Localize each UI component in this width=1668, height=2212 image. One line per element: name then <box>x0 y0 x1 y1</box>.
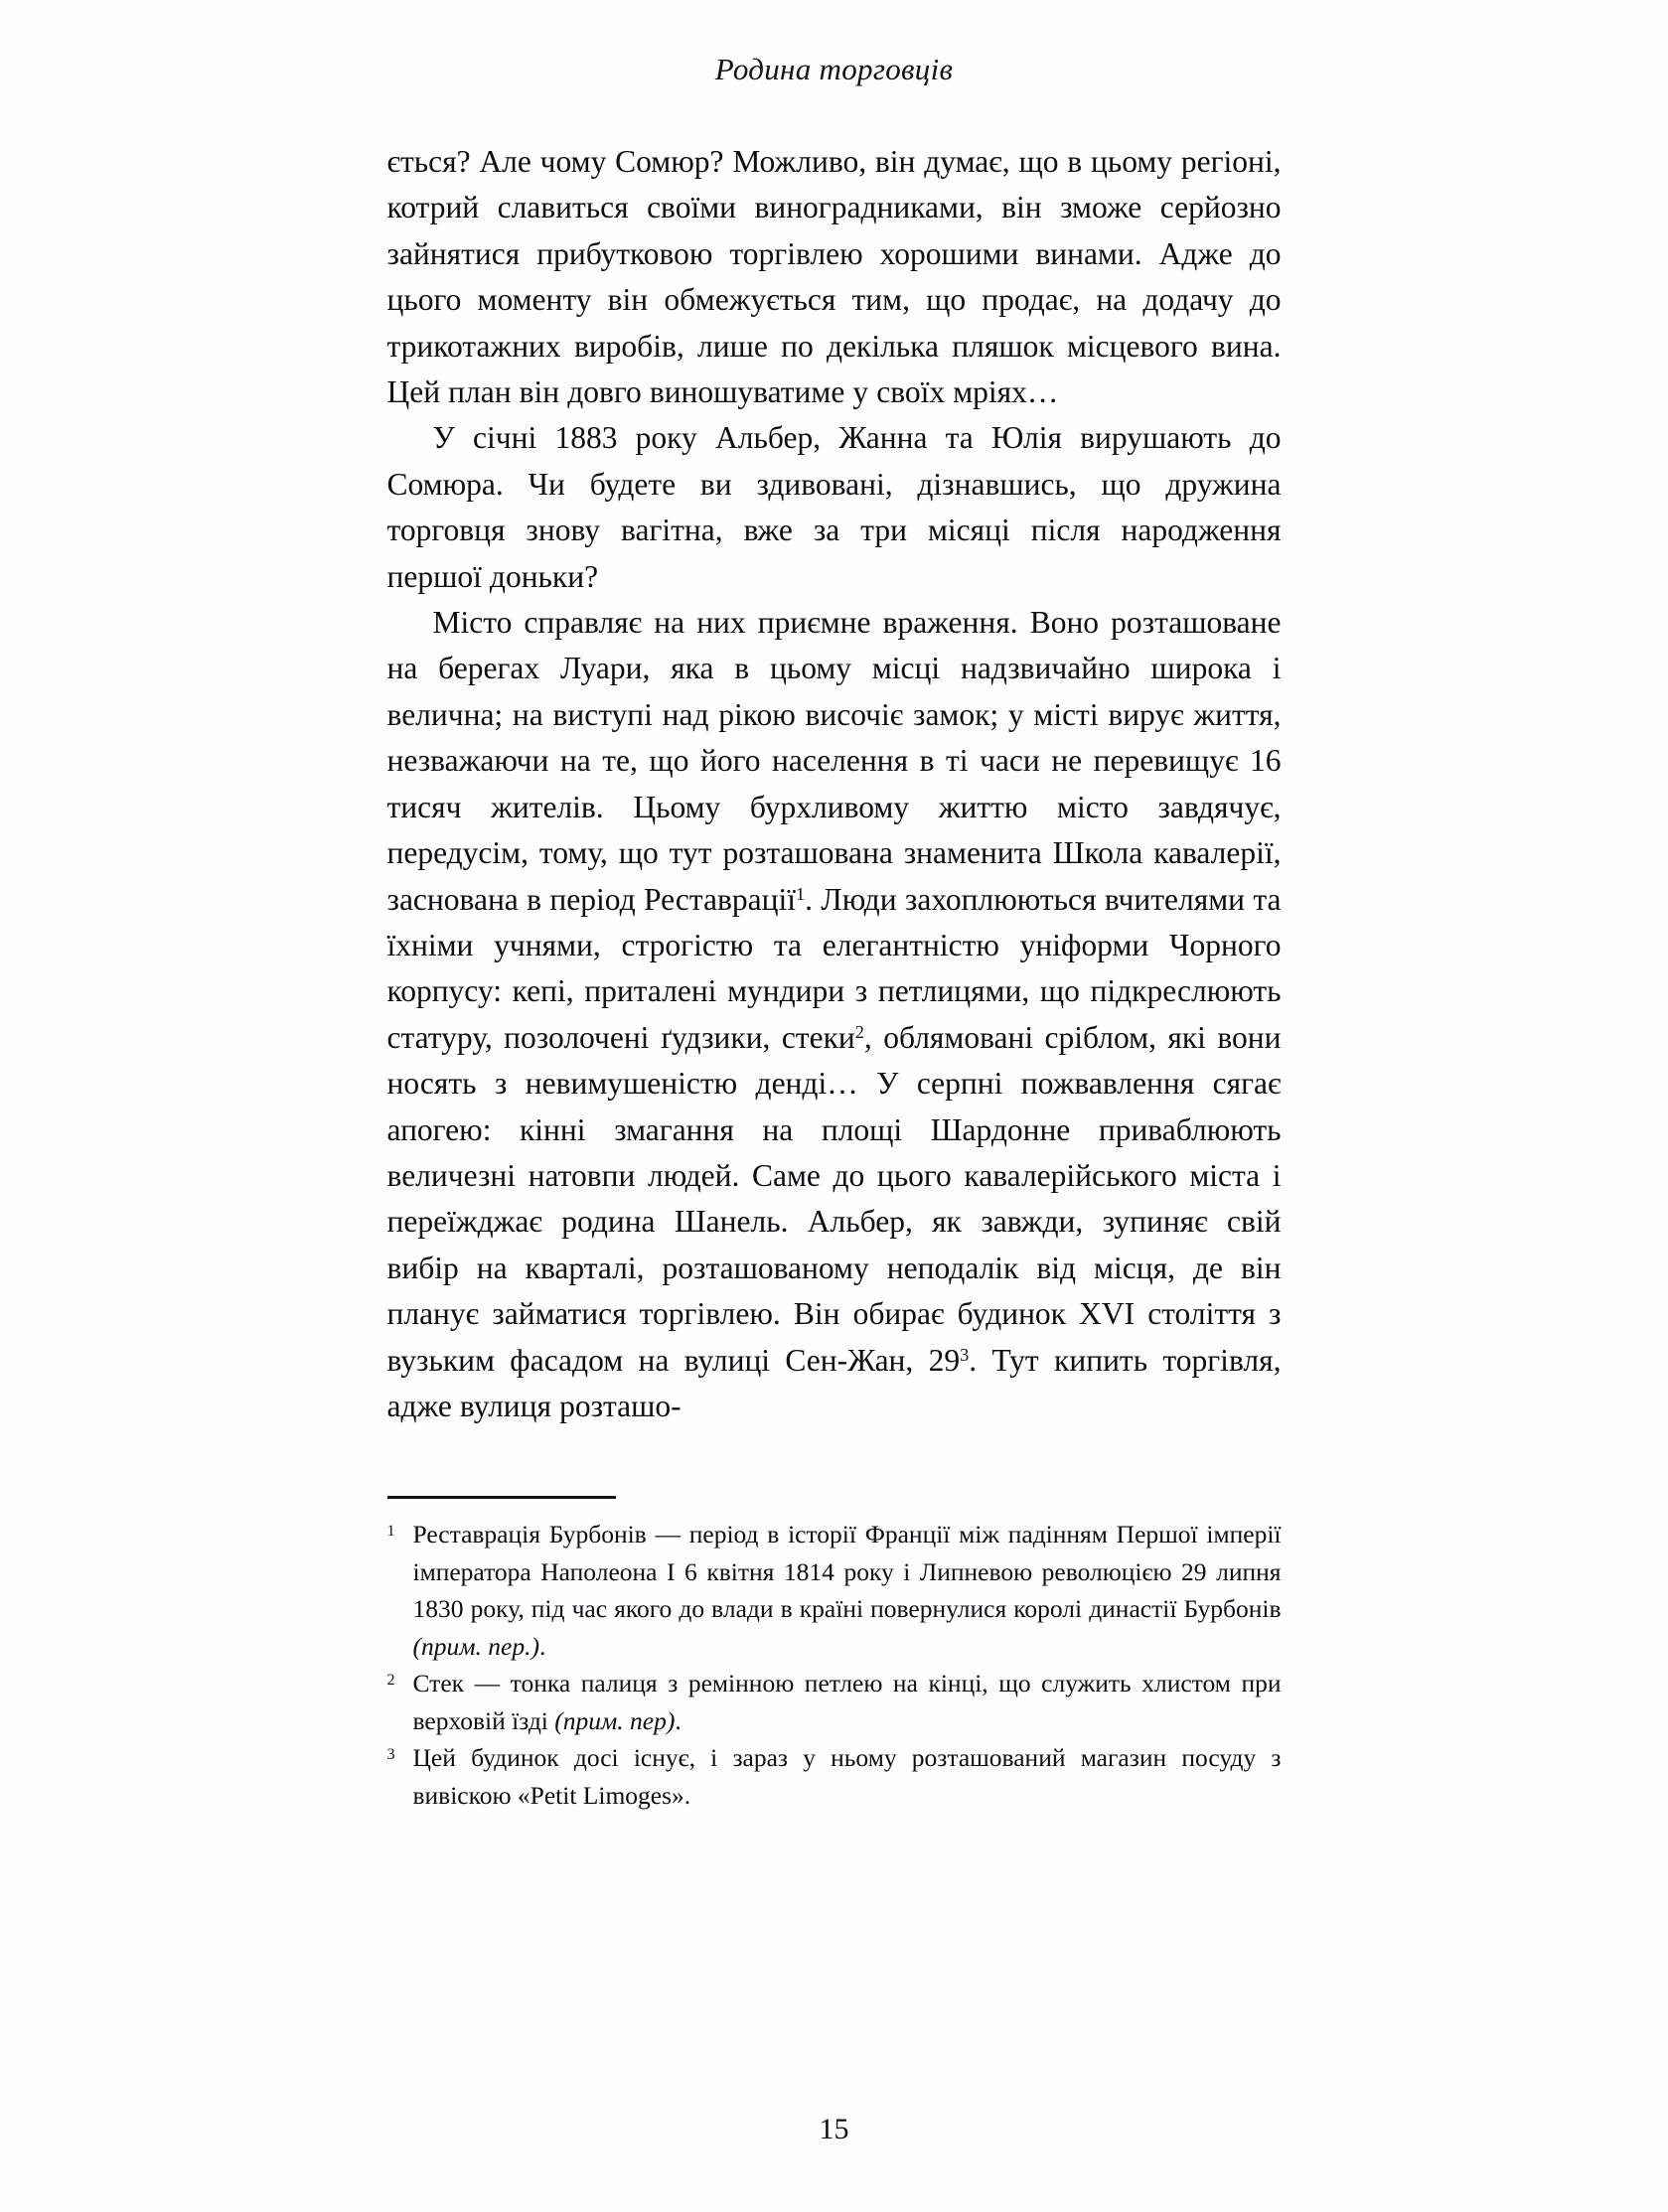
page-number: 15 <box>819 2113 849 2145</box>
paragraph-city-segment-4: . Тут кипить торгівля, адже вулиця розташо- <box>386 1342 1282 1423</box>
paragraph-city <box>387 600 1282 1429</box>
footnote-marker-3: 3 <box>386 1746 395 1764</box>
footnote-ref-1[interactable]: 1 <box>795 883 806 904</box>
footnote-marker-2: 2 <box>386 1672 395 1690</box>
footnote-item-3 <box>387 1739 1282 1814</box>
footnote-item-1 <box>387 1516 1282 1665</box>
footnote-text-2-italic: (прим. пер) <box>554 1705 676 1735</box>
paragraph-city-segment-2: . Люди захоплюються вчителями та їхніми учнями, строгістю та елегантністю уніформи Чорного корпусу: кепі, приталені мундири з петлицями, що підкреслюють статуру, позолочені ґудзики, стеки <box>386 881 1282 1055</box>
footnote-text-2 <box>413 1665 1282 1739</box>
footnote-ref-3[interactable]: 3 <box>960 1344 970 1365</box>
footnote-ref-2[interactable]: 2 <box>854 1021 864 1042</box>
running-head: Родина торговців <box>714 52 954 86</box>
footnote-marker-1: 1 <box>386 1523 395 1541</box>
footnotes-section <box>387 1429 1282 1814</box>
footnote-text-3-plain-a: Цей будинок досі існує, і зараз у ньому розташований магазин посуду з вивіскою «Petit Limoges». <box>412 1743 1282 1810</box>
footnote-text-1-plain-b: . <box>538 1631 546 1661</box>
footnote-text-1 <box>413 1516 1282 1665</box>
footnote-text-2-plain-a: Стек — тонка палиця з ремінною петлею на кінці, що служить хлистом при верховій їзді <box>412 1669 1282 1735</box>
body-text-column <box>387 87 1282 1429</box>
paragraph-january-1883: У січні 1883 року Альбер, Жанна та Юлія вирушають до Сомюра. Чи будете ви здивовані, дізнавшись, що дружина торговця знову вагітна, вже за три місяці після народження першої доньки? <box>386 420 1282 594</box>
footnote-separator-rule <box>387 1496 616 1499</box>
paragraph-city-segment-3: , облямовані сріблом, які вони носять з невимушеністю денді… У серпні пожвавлення сягає апогею: кінні змагання на площі Шардонне приваблюють величезні натовпи людей. Саме до цього кавалерійського міста і переїжджає родина Шанель. Альбер, як завжди, зупиняє свій вибір на кварталі, розташованому неподалік від місця, де він планує займатися торгівлею. Він обирає будинок XVI століття з вузьким фасадом на вулиці Сен-Жан, 29 <box>386 1019 1282 1378</box>
footnote-item-2 <box>387 1665 1282 1739</box>
paragraph-city-segment-1: Місто справляє на них приємне враження. Воно розташоване на берегах Луари, яка в цьому місці надзвичайно широка і велична; на виступі над рікою височіє замок; у місті вирує життя, незважаючи на те, що його населення в ті часи не перевищує 16 тисяч жителів. Цьому бурхливому життю місто завдячує, передусім, тому, що тут розташована знаменита Школа кавалерії, заснована в період Реставрації <box>386 605 1282 917</box>
footnote-text-1-plain-a: Реставрація Бурбонів — період в історії Франції між падінням Першої імперії імператора Наполеона I 6 квітня 1814 року і Липневою революцією 29 липня 1830 року, під час якого до влади в країні повернулися королі династії Бурбонів <box>412 1520 1282 1624</box>
footnote-text-2-plain-b: . <box>675 1705 682 1735</box>
footnote-text-3 <box>413 1739 1282 1814</box>
footnote-text-1-italic: (прим. пер.) <box>412 1631 539 1661</box>
paragraph-continued: ється? Але чому Сомюр? Можливо, він думає, що в цьому регіоні, котрий славиться своїми виноградниками, він зможе серйозно зайнятися прибутковою торгівлею хорошими винами. Адже до цього моменту він обмежується тим, що продає, на додачу до трикотажних виробів, лише по декілька пляшок місцевого вина. Цей план він довго виношуватиме у своїх мріях… <box>386 144 1282 410</box>
